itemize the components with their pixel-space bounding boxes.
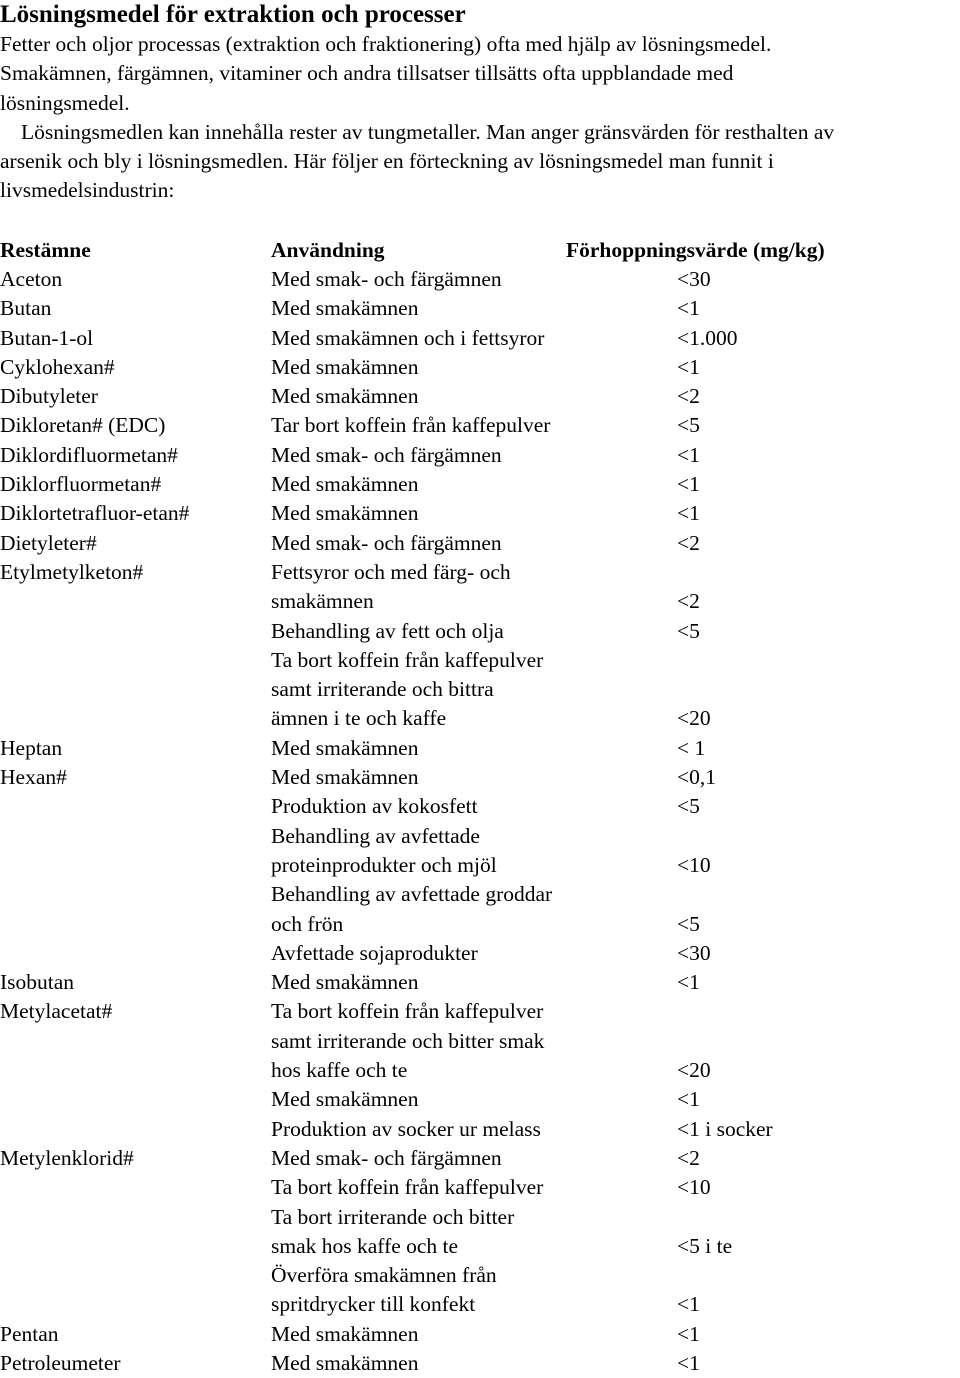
intro-line: Fetter och oljor processas (extraktion och fraktionering) ofta med hjälp av lösningsmedel. (0, 32, 772, 56)
cell-usage: Med smakämnen (271, 735, 419, 760)
table-row (0, 939, 960, 968)
cell-usage: samt irriterande och bitter smak (271, 1028, 545, 1053)
cell-usage: Med smak- och färgämnen (271, 442, 502, 467)
cell-usage: Med smakämnen (271, 472, 419, 497)
table-row (0, 1232, 960, 1261)
cell-usage: proteinprodukter och mjöl (271, 852, 497, 877)
table-row (0, 1027, 960, 1056)
table-row (0, 1085, 960, 1114)
cell-limit-value: <1 (677, 1350, 700, 1375)
cell-substance: Etylmetylketon# (0, 559, 144, 584)
cell-usage: Ta bort koffein från kaffepulver (271, 647, 544, 672)
cell-usage: Med smakämnen (271, 384, 419, 409)
table-row (0, 411, 960, 440)
cell-usage: Behandling av fett och olja (271, 618, 504, 643)
cell-limit-value: <1 (677, 442, 700, 467)
cell-usage: Överföra smakämnen från (271, 1263, 497, 1288)
table-row (0, 1290, 960, 1319)
intro-line: arsenik och bly i lösningsmedlen. Här följer en förteckning av lösningsmedel man funnit i (0, 149, 774, 174)
cell-usage: Med smak- och färgämnen (271, 530, 502, 555)
table-row (0, 1261, 960, 1290)
cell-usage: Med smakämnen (271, 765, 419, 790)
cell-substance: Butan-1-ol (0, 325, 94, 350)
table-row (0, 1144, 960, 1173)
cell-usage: Med smakämnen (271, 296, 419, 321)
table-row (0, 880, 960, 909)
table-row (0, 851, 960, 880)
cell-limit-value: <1 i socker (677, 1116, 773, 1141)
table-row (0, 1349, 960, 1378)
cell-limit-value: <1 (677, 501, 700, 526)
cell-usage: Produktion av socker ur melass (271, 1116, 541, 1141)
header-usage: Användning (271, 238, 385, 262)
intro-line: Smakämnen, färgämnen, vitaminer och andra tillsatser tillsätts ofta uppblandade med (0, 61, 734, 86)
cell-usage: Med smakämnen (271, 970, 419, 995)
cell-substance: Aceton (0, 267, 63, 291)
cell-substance: Isobutan (0, 970, 75, 995)
table-row (0, 441, 960, 470)
cell-usage: Fettsyror och med färg- och (271, 559, 511, 584)
table-row (0, 997, 960, 1026)
cell-substance: Cyklohexan# (0, 354, 115, 379)
cell-limit-value: <5 (677, 413, 700, 438)
table-row (0, 1115, 960, 1144)
cell-usage: smakämnen (271, 589, 374, 614)
cell-usage: Med smakämnen (271, 501, 419, 526)
cell-substance: Heptan (0, 735, 63, 760)
cell-limit-value: <1.000 (677, 325, 738, 350)
table-row (0, 734, 960, 763)
table-row (0, 822, 960, 851)
table-row (0, 470, 960, 499)
cell-usage: Med smak- och färgämnen (271, 1145, 502, 1170)
cell-usage: spritdrycker till konfekt (271, 1292, 476, 1317)
cell-usage: Med smakämnen (271, 1350, 419, 1375)
cell-substance: Pentan (0, 1321, 59, 1346)
table-row (0, 675, 960, 704)
cell-substance: Petroleumeter (0, 1350, 121, 1375)
cell-limit-value: <5 i te (677, 1233, 733, 1258)
cell-usage: Behandling av avfettade groddar (271, 882, 553, 907)
cell-substance: Diklorfluormetan# (0, 472, 162, 497)
cell-limit-value: <1 (677, 970, 700, 995)
table-row (0, 265, 960, 294)
table-row (0, 1173, 960, 1202)
header-substance: Restämne (0, 238, 91, 262)
cell-limit-value: <30 (677, 267, 711, 291)
cell-substance: Metylacetat# (0, 999, 113, 1024)
table-row (0, 1056, 960, 1085)
cell-limit-value: <1 (677, 1321, 700, 1346)
table-row (0, 968, 960, 997)
cell-substance: Diklordifluormetan# (0, 442, 178, 467)
cell-limit-value: < 1 (677, 735, 706, 760)
cell-limit-value: <20 (677, 706, 711, 731)
cell-limit-value: <1 (677, 1292, 700, 1317)
cell-usage: Ta bort koffein från kaffepulver (271, 999, 544, 1024)
intro-line: livsmedelsindustrin: (0, 178, 175, 203)
cell-limit-value: <1 (677, 472, 700, 497)
table-row (0, 529, 960, 558)
cell-substance: Dibutyleter (0, 384, 98, 409)
solvent-table (0, 265, 960, 1378)
cell-limit-value: <5 (677, 911, 700, 936)
document-title: Lösningsmedel för extraktion och processer (0, 1, 466, 28)
cell-usage: Ta bort koffein från kaffepulver (271, 1175, 544, 1200)
table-header (0, 235, 960, 265)
cell-limit-value: <2 (677, 589, 700, 614)
cell-limit-value: <1 (677, 1087, 700, 1112)
table-row (0, 382, 960, 411)
cell-substance: Hexan# (0, 765, 67, 790)
cell-usage: Behandling av avfettade (271, 823, 480, 848)
cell-substance: Dietyleter# (0, 530, 97, 555)
intro-line: Lösningsmedlen kan innehålla rester av tungmetaller. Man anger gränsvärden för resthalten av (21, 119, 835, 144)
cell-usage: hos kaffe och te (271, 1058, 408, 1083)
cell-usage: Produktion av kokosfett (271, 794, 478, 819)
table-row (0, 704, 960, 733)
cell-usage: Avfettade sojaprodukter (271, 940, 478, 965)
header-limit-value: Förhoppningsvärde (mg/kg) (566, 238, 825, 262)
cell-limit-value: <10 (677, 1175, 711, 1200)
cell-substance: Dikloretan# (EDC) (0, 413, 166, 438)
cell-substance: Butan (0, 296, 52, 321)
table-row (0, 1320, 960, 1349)
cell-limit-value: <20 (677, 1058, 711, 1083)
table-row (0, 324, 960, 353)
cell-usage: Med smakämnen (271, 354, 419, 379)
cell-limit-value: <2 (677, 1145, 700, 1170)
table-row (0, 587, 960, 616)
table-row (0, 792, 960, 821)
cell-limit-value: <2 (677, 384, 700, 409)
cell-usage: Tar bort koffein från kaffepulver (271, 413, 551, 438)
cell-substance: Diklortetrafluor-etan# (0, 501, 190, 526)
table-row (0, 294, 960, 323)
cell-limit-value: <0,1 (677, 765, 717, 790)
cell-usage: ämnen i te och kaffe (271, 706, 447, 731)
cell-usage: Med smakämnen (271, 1087, 419, 1112)
intro-line: lösningsmedel. (0, 90, 130, 115)
cell-usage: Med smakämnen och i fettsyror (271, 325, 545, 350)
table-row (0, 558, 960, 587)
cell-usage: och frön (271, 911, 344, 936)
table-row (0, 910, 960, 939)
cell-usage: samt irriterande och bittra (271, 677, 494, 702)
table-row (0, 499, 960, 528)
cell-limit-value: <1 (677, 296, 700, 321)
intro-text (0, 30, 960, 206)
cell-usage: smak hos kaffe och te (271, 1233, 459, 1258)
table-row (0, 353, 960, 382)
cell-limit-value: <10 (677, 852, 711, 877)
table-row (0, 646, 960, 675)
table-row (0, 617, 960, 646)
cell-limit-value: <5 (677, 618, 700, 643)
cell-limit-value: <1 (677, 354, 700, 379)
cell-limit-value: <2 (677, 530, 700, 555)
cell-limit-value: <5 (677, 794, 700, 819)
cell-limit-value: <30 (677, 940, 711, 965)
cell-substance: Metylenklorid# (0, 1145, 134, 1170)
table-row (0, 1203, 960, 1232)
table-row (0, 763, 960, 792)
cell-usage: Med smak- och färgämnen (271, 267, 502, 291)
cell-usage: Med smakämnen (271, 1321, 419, 1346)
cell-usage: Ta bort irriterande och bitter (271, 1204, 515, 1229)
